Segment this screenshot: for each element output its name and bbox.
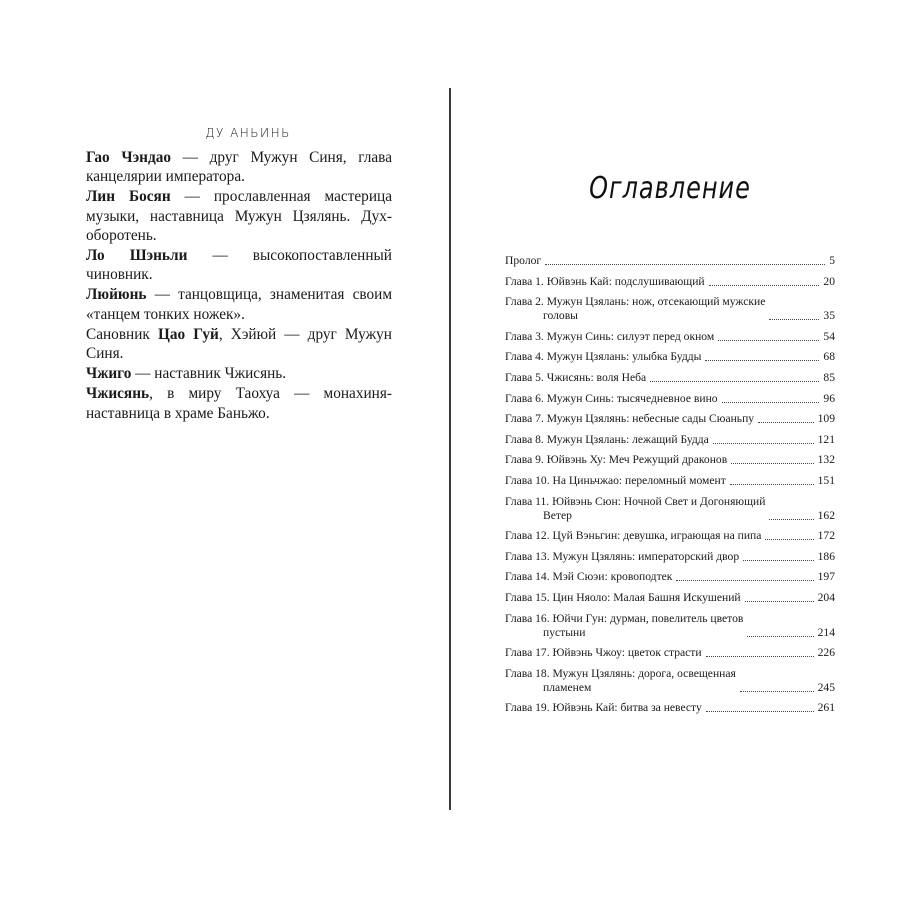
toc-item-title xyxy=(505,495,765,523)
character-list xyxy=(86,148,392,423)
toc-item-title xyxy=(505,550,739,564)
toc-page-number: 197 xyxy=(817,570,835,584)
toc-item-title xyxy=(505,646,702,660)
toc-item-title xyxy=(505,701,702,715)
toc-page-number: 20 xyxy=(823,274,835,288)
toc-item-title-line: Глава 14. Мэй Сюэи: кровоподтек xyxy=(505,570,673,584)
toc-item-title xyxy=(505,371,646,385)
toc-item-title-continuation: пламенем xyxy=(543,680,592,694)
toc-leader-dots xyxy=(743,560,813,561)
toc-page-number: 261 xyxy=(817,701,835,715)
toc-leader-dots xyxy=(718,340,819,341)
toc-item-title xyxy=(505,667,736,695)
character-entry xyxy=(86,325,392,363)
toc-page-number: 121 xyxy=(817,432,835,446)
toc-item-title-line: Глава 4. Мужун Цзялань: улыбка Будды xyxy=(505,350,702,364)
toc-page-number: 68 xyxy=(823,350,835,364)
toc-leader-dots xyxy=(758,422,814,423)
toc-leader-dots xyxy=(676,580,813,581)
toc-page-number: 214 xyxy=(817,625,835,639)
toc-item-title xyxy=(505,275,705,289)
toc-item-title xyxy=(505,254,541,268)
character-name: Люйюнь xyxy=(86,286,147,304)
toc-item-title xyxy=(505,350,701,364)
toc-leader-dots xyxy=(706,711,814,712)
toc-page-number: 35 xyxy=(823,309,835,323)
toc-leader-dots xyxy=(713,443,814,444)
toc-leader-dots xyxy=(769,319,819,320)
toc-item-title xyxy=(505,412,754,426)
toc-item-title-line: Глава 5. Чжисянь: воля Неба xyxy=(505,370,647,384)
toc-item-title-line: Глава 6. Мужун Синь: тысячедневное вино xyxy=(505,391,718,405)
toc-item[interactable] xyxy=(505,495,835,523)
toc-item-title-line: Пролог xyxy=(505,254,542,267)
toc-leader-dots xyxy=(769,519,813,520)
toc-leader-dots xyxy=(709,285,820,286)
toc-item-title-line: Глава 11. Юйвэнь Сюн: Ночной Свет и Догоняющий xyxy=(505,494,766,508)
toc-item-title xyxy=(505,392,718,406)
toc-item-title-line: Глава 16. Юйчи Гун: дурман, повелитель цветов xyxy=(505,611,744,625)
toc-leader-dots xyxy=(740,691,814,692)
toc-item-title-line: Глава 8. Мужун Цзялань: лежащий Будда xyxy=(505,432,709,446)
toc-item[interactable] xyxy=(505,254,835,268)
toc-item-title-line: Глава 10. На Циньчжао: переломный момент xyxy=(505,473,726,487)
character-entry xyxy=(86,148,392,186)
toc-item[interactable] xyxy=(505,474,835,488)
toc-item[interactable] xyxy=(505,392,835,406)
toc-item-title xyxy=(505,612,743,640)
character-name: Цао Гуй xyxy=(157,325,219,343)
character-description: — прославленная мастерица музыки, наставница Мужун Цзялянь. Дух-оборотень. xyxy=(86,188,392,244)
toc-item[interactable] xyxy=(505,570,835,584)
toc-item-title xyxy=(505,330,714,344)
toc-item-title xyxy=(505,474,726,488)
character-name: Чжиго xyxy=(86,365,132,383)
toc-leader-dots xyxy=(730,484,814,485)
toc-item-title-line: Глава 3. Мужун Синь: силуэт перед окном xyxy=(505,329,715,343)
toc-item-title-line: Глава 19. Юйвэнь Кай: битва за невесту xyxy=(505,701,702,715)
right-page xyxy=(505,170,835,722)
toc-item[interactable] xyxy=(505,275,835,289)
character-entry xyxy=(86,384,392,422)
toc-item[interactable] xyxy=(505,550,835,564)
toc-item-title xyxy=(505,570,672,584)
toc-item[interactable] xyxy=(505,667,835,695)
character-description: , в миру Таохуа — монахиня-наставница в храме Баньжо. xyxy=(86,385,392,422)
toc-item-title-continuation: пустыни xyxy=(543,625,586,639)
toc-item[interactable] xyxy=(505,591,835,605)
toc-leader-dots xyxy=(765,539,813,540)
toc-page-number: 226 xyxy=(817,646,835,660)
toc-item[interactable] xyxy=(505,295,835,323)
toc-item[interactable] xyxy=(505,701,835,715)
toc-item-title xyxy=(505,433,709,447)
toc-item-title-line: Глава 12. Цуй Вэньгин: девушка, играющая на пипа xyxy=(505,529,762,543)
toc-item-title-continuation: головы xyxy=(543,309,578,323)
toc-page-number: 204 xyxy=(817,590,835,604)
toc-page-number: 109 xyxy=(817,412,835,426)
toc-page-number: 245 xyxy=(817,680,835,694)
toc-item[interactable] xyxy=(505,330,835,344)
character-name: Гао Чэндао xyxy=(86,149,172,166)
toc-item[interactable] xyxy=(505,433,835,447)
page-gutter-line xyxy=(449,88,451,810)
toc-item-title-line: Глава 18. Мужун Цзялянь: дорога, освещенная xyxy=(505,666,736,680)
toc-item[interactable] xyxy=(505,453,835,467)
character-entry xyxy=(86,246,392,284)
toc-item-title-line: Глава 2. Мужун Цзялань: нож, отсекающий мужские xyxy=(505,295,766,309)
toc-leader-dots xyxy=(545,264,825,265)
toc-page-number: 172 xyxy=(817,529,835,543)
toc-item[interactable] xyxy=(505,350,835,364)
toc-leader-dots xyxy=(731,463,813,464)
toc-item-title-line: Глава 9. Юйвэнь Ху: Меч Режущий драконов xyxy=(505,453,728,467)
toc-page-number: 132 xyxy=(817,453,835,467)
toc-item[interactable] xyxy=(505,612,835,640)
toc-title: Оглавление xyxy=(589,170,751,206)
toc-leader-dots xyxy=(706,656,814,657)
character-name: Чжисянь xyxy=(86,385,150,403)
toc-leader-dots xyxy=(705,360,819,361)
toc-item-title-line: Глава 15. Цин Няоло: Малая Башня Искушений xyxy=(505,590,741,604)
toc-item-title-line: Глава 17. Юйвэнь Чжоу: цветок страсти xyxy=(505,646,702,660)
toc-item-title-continuation: Ветер xyxy=(543,508,572,522)
running-head: ДУ АНЬИНЬ xyxy=(205,126,291,140)
toc-page-number: 162 xyxy=(817,508,835,522)
toc-leader-dots xyxy=(747,636,813,637)
toc-item-title-line: Глава 1. Юйвэнь Кай: подслушивающий xyxy=(505,274,705,288)
toc-item-title xyxy=(505,591,741,605)
toc-item[interactable] xyxy=(505,412,835,426)
toc-item-title xyxy=(505,529,761,543)
character-entry xyxy=(86,364,392,383)
toc-leader-dots xyxy=(722,402,820,403)
toc-item-title-line: Глава 7. Мужун Цзялянь: небесные сады Сюаньпу xyxy=(505,412,755,426)
toc-page-number: 54 xyxy=(823,329,835,343)
toc-item-title-line: Глава 13. Мужун Цзялянь: императорский двор xyxy=(505,549,740,563)
character-description: — друг Мужун Синя, глава канцелярии императора. xyxy=(86,149,392,186)
character-name: Ло Шэньли xyxy=(86,247,188,265)
toc-page-number: 151 xyxy=(817,473,835,487)
toc-item-title xyxy=(505,295,765,323)
toc-item-title xyxy=(505,453,727,467)
toc-page-number: 5 xyxy=(829,254,835,267)
character-name: Лин Босян xyxy=(86,188,171,206)
left-page xyxy=(86,126,392,424)
toc-leader-dots xyxy=(650,381,819,382)
toc-page-number: 186 xyxy=(817,549,835,563)
character-entry xyxy=(86,187,392,245)
character-description: — наставник Чжисянь. xyxy=(131,365,287,383)
character-description: — танцовщица, знаменитая своим «танцем тонких ножек». xyxy=(86,286,392,323)
toc-leader-dots xyxy=(745,601,814,602)
table-of-contents xyxy=(505,254,835,715)
character-description: , Хэйюй — друг Мужун Синя. xyxy=(86,325,392,363)
character-description: — высокопоставленный чиновник. xyxy=(86,247,392,284)
entry-prefix: Сановник xyxy=(86,325,158,343)
toc-item[interactable] xyxy=(505,646,835,660)
toc-page-number: 96 xyxy=(823,391,835,405)
toc-page-number: 85 xyxy=(823,370,835,384)
toc-item[interactable] xyxy=(505,371,835,385)
toc-item[interactable] xyxy=(505,529,835,543)
character-entry xyxy=(86,285,392,323)
